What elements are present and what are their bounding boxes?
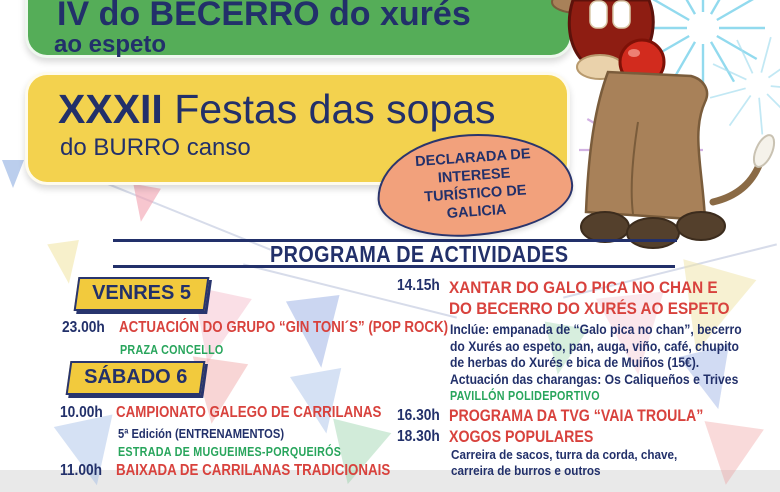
donkey-body (552, 0, 778, 248)
event-title: PROGRAMA DA TVG “VAIA TROULA” (449, 407, 704, 425)
bunting-flag (696, 421, 764, 489)
seal-line: INTERESE (437, 165, 512, 187)
event-venue: ESTRADA DE MUGUEIMES-PORQUEIRÓS (118, 445, 342, 459)
event-time: 11.00h (60, 462, 103, 479)
event-time: 18.30h (397, 428, 440, 445)
event-title: BAIXADA DE CARRILANAS TRADICIONAIS (116, 462, 391, 479)
day-badge-venres: VENRES 5 (74, 277, 210, 311)
green-box-subtitle: ao espeto (54, 31, 167, 58)
event-title: XANTAR DO GALO PICA NO CHAN E DO BECERRO DO XURÉS AO ESPETO (449, 278, 730, 318)
yellow-box-title: XXXII Festas das sopas (58, 86, 496, 132)
event-title: ACTUACIÓN DO GRUPO “GIN TONI´S” (POP ROCK) (119, 319, 449, 336)
edition-numeral: XXXII (58, 86, 163, 132)
seal-line: DECLARADA DE (414, 146, 532, 171)
green-box-title: IV do BECERRO do xurés (57, 0, 471, 33)
bunting-flag (127, 184, 161, 224)
event-description: Inclúe: empanada de “Galo pica no chan”, becerro do Xurés ao espeto, pan, auga, viño, café, chupito de herbas do Xurés e bica de Muiños (15€). Actuación das charangas: Os Caliqueños e Trives (450, 322, 742, 387)
event-venue: PRAZA CONCELLO (120, 343, 224, 357)
donkey-mascot-illustration (553, 0, 780, 246)
event-time: 14.15h (397, 277, 440, 294)
event-time: 10.00h (60, 404, 103, 421)
event-time: 23.00h (62, 319, 105, 336)
event-title: CAMPIONATO GALEGO DE CARRILANAS (116, 404, 382, 421)
event-time: 16.30h (397, 407, 440, 424)
event-venue: PAVILLÓN POLIDEPORTIVO (450, 389, 600, 403)
yellow-box-subtitle: do BURRO canso (60, 134, 251, 161)
seal-line: TURÍSTICO DE (424, 182, 528, 206)
seal-line: GALICIA (446, 201, 508, 222)
event-title: XOGOS POPULARES (449, 428, 594, 446)
day-badge-sabado: SÁBADO 6 (66, 361, 206, 395)
program-title: PROGRAMA DE ACTIVIDADES (270, 241, 569, 267)
event-description: Carreira de sacos, turra da corda, chave, carreira de burros e outros (451, 447, 678, 478)
event-detail: 5ª Edición (ENTRENAMENTOS) (118, 426, 285, 441)
bunting-flag (2, 160, 24, 188)
